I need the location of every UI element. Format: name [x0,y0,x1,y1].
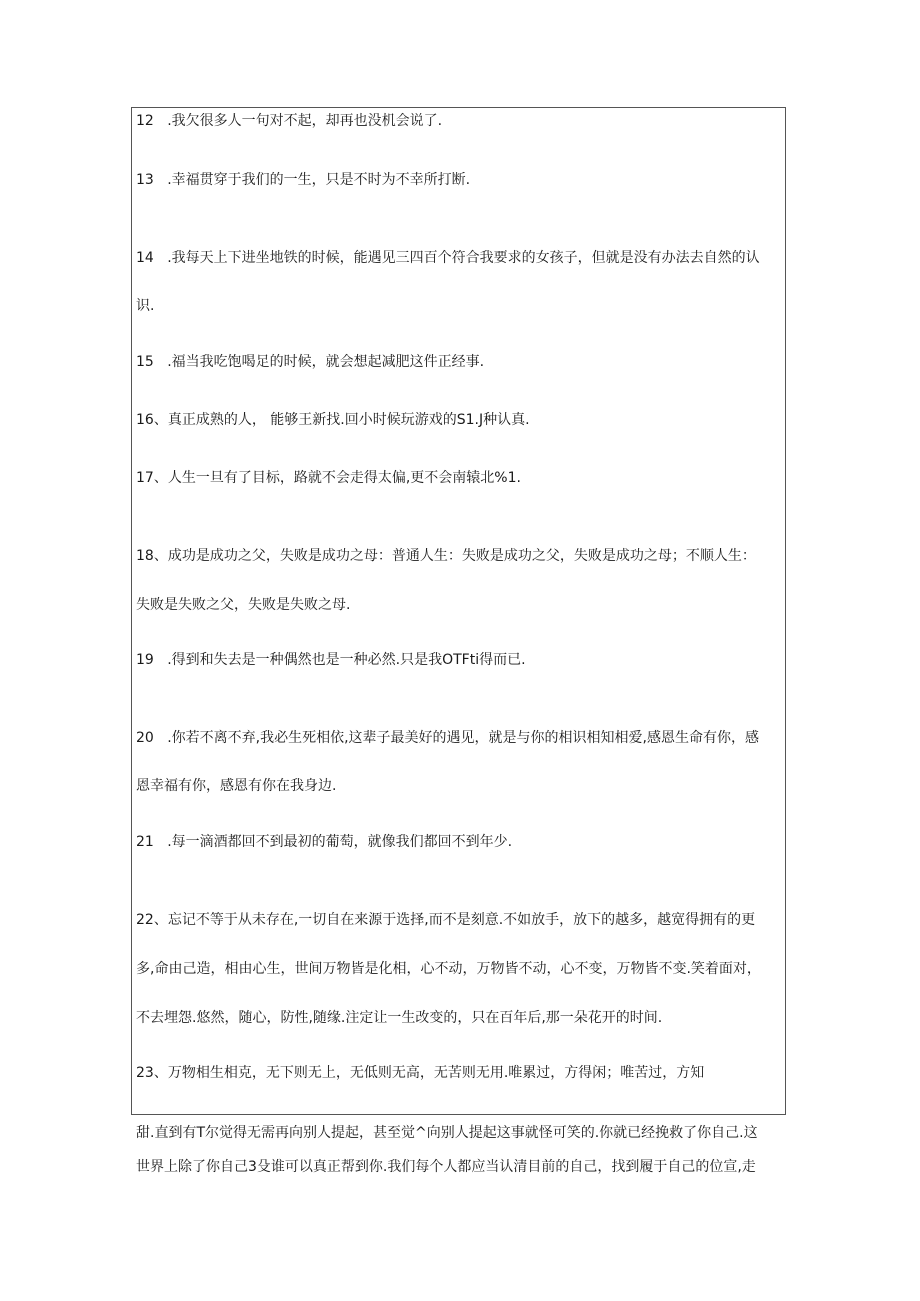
item-13: 13 .幸福贯穿于我们的一生，只是不时为不幸所打断. [136,172,471,188]
item-22-cont2: 不去埋怨.悠然，随心，防性,随缘.注定让一生改变的，只在百年后,那一朵花开的时间. [136,1010,663,1026]
item-14: 14 .我每天上下进坐地铁的时候，能遇见三四百个符合我要求的女孩子，但就是没有办法去自然的认 [136,250,760,266]
item-16: 16、真正成熟的人， 能够王新找.回小时候玩游戏的S1.J种认真. [136,412,530,428]
tail-line-2: 世界上除了你自己3殳谁可以真正帮到你.我们每个人都应当认清目前的自己，找到履于自己的位宣,走 [136,1159,756,1175]
item-15: 15 .福当我吃饱喝足的时候，就会想起减肥这件正经事. [136,354,485,370]
item-22-cont: 多,命由己造，相由心生，世间万物皆是化相，心不动，万物皆不动，心不变，万物皆不变.笑着面对， [136,961,761,977]
item-18: 18、成功是成功之父，失败是成功之母：普通人生：失败是成功之父，失败是成功之母；不顺人生： [136,548,756,564]
tail-line-1: 甜.直到有T尔觉得无需再向别人提起，甚至觉^向别人提起这事就怪可笑的.你就已经挽救了你自己.这 [136,1125,758,1141]
item-12: 12 .我欠很多人一句对不起，却再也没机会说了. [136,113,443,129]
item-20: 20 .你若不离不弃,我必生死相依,这辈子最美好的遇见，就是与你的相识相知相爱,感恩生命有你，感 [136,730,759,746]
item-23: 23、万物相生相克，无下则无上，无低则无高，无苦则无用.唯累过，方得闲；唯苦过，方知 [136,1065,705,1081]
item-22: 22、忘记不等于从未存在,一切自在来源于选择,而不是刻意.不如放手，放下的越多，越宽得拥有的更 [136,912,756,928]
item-19: 19 .得到和失去是一种偶然也是一种必然.只是我OTFti得而已. [136,652,526,668]
item-14-cont: 识. [136,298,155,314]
item-21: 21 .每一滴酒都回不到最初的葡萄，就像我们都回不到年少. [136,834,513,850]
item-18-cont: 失败是失败之父，失败是失败之母. [136,597,351,613]
item-20-cont: 恩幸福有你，感恩有你在我身边. [136,778,337,794]
item-17: 17、人生一旦有了目标，路就不会走得太偏,更不会南辕北%1. [136,470,521,486]
